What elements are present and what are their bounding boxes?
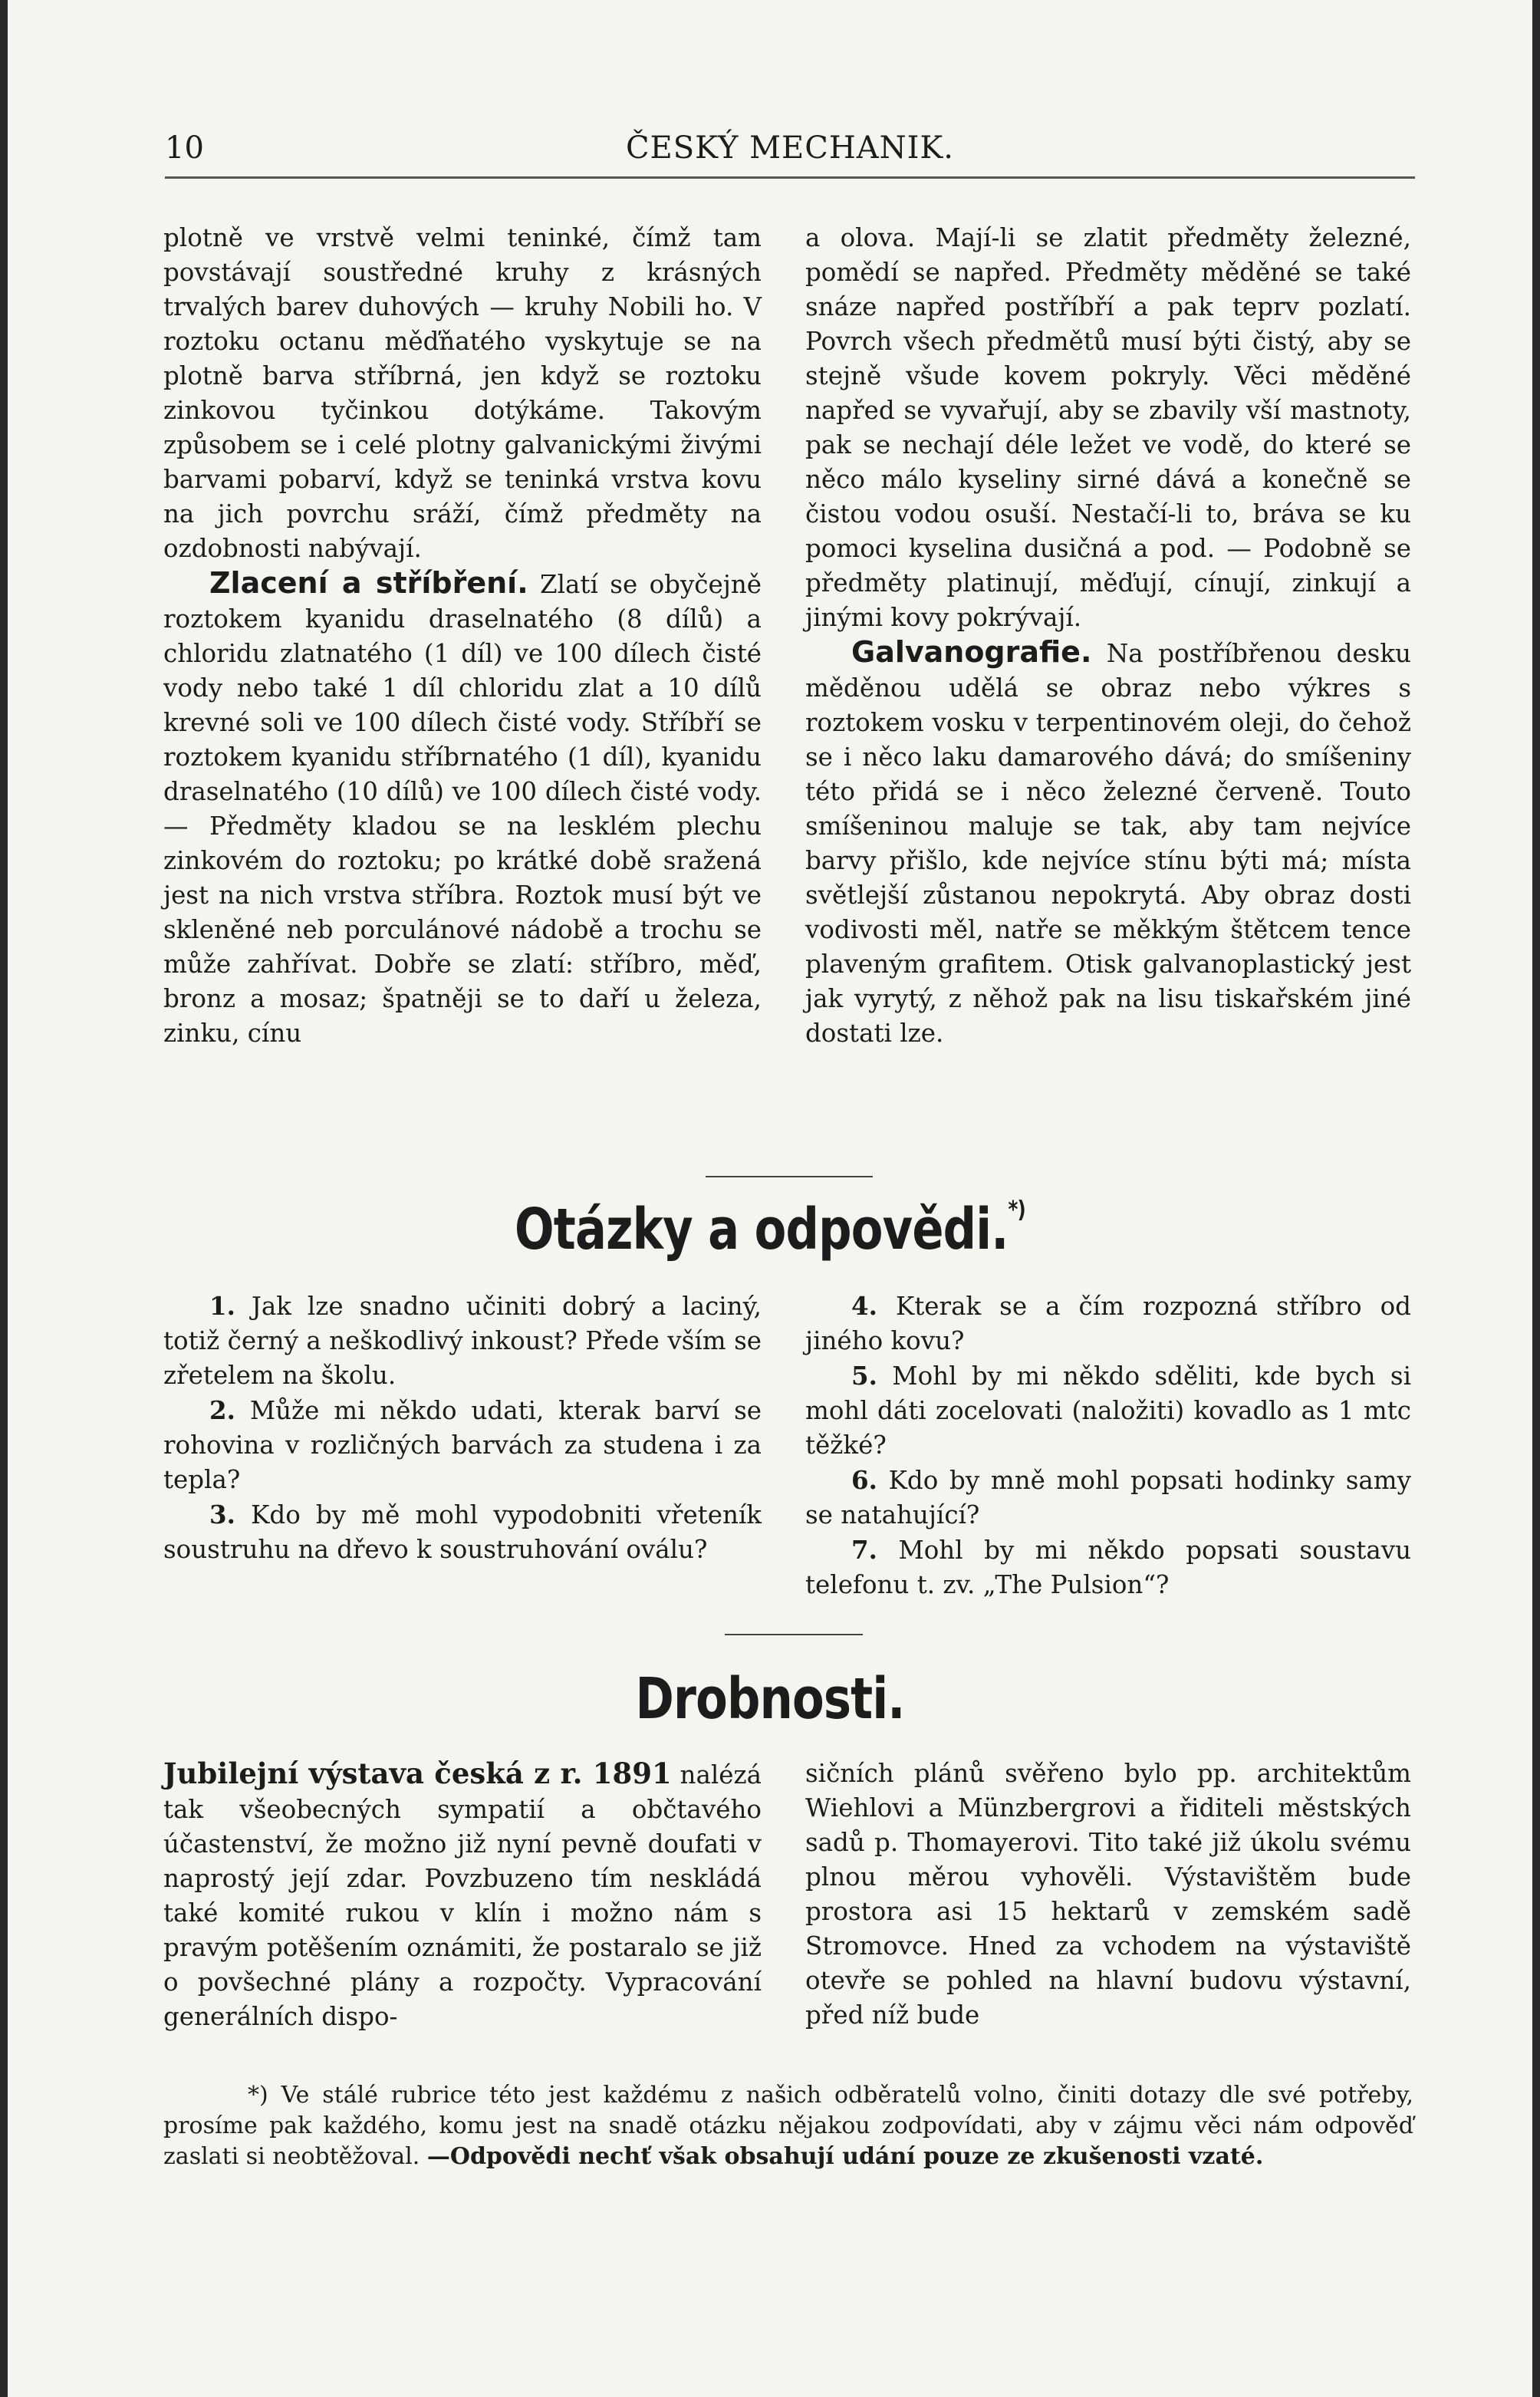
heading-drobnosti: Drobnosti. bbox=[635, 1666, 905, 1732]
paragraph: sičních plánů svěřeno bylo pp. architektům Wiehlovi a Münzbergrovi a řiditeli městských sadů p. Thomayerovi. Tito také již úkolu svému plnou měrou vyhověli. Výstavištěm bude prostora asi 15 hektarů v zemském sadě Stromovce. Hned za vchodem na výstaviště otevře se pohled na hlavní budovu výstavní, před níž bude bbox=[805, 1759, 1411, 2030]
footnote bbox=[163, 2080, 1413, 2172]
paragraph-jubilejni: Jubilejní výstava česká z r. 1891 nalézá tak všeobecných sympatií a občtavého účastenství, že možno již nyní pevně doufati v naprostý její zdar. Povzbuzeno tím neskládá také komité rukou v klín i možno nám s pravým potěšením oznámiti, že postaralo se již o povšechné plány a rozpočty. Vypracování generálních dispo- bbox=[163, 1757, 762, 2031]
zlaceni-text: Zlatí se obyčejně roztokem kyanidu draselnatého (8 dílů) a chloridu zlatnatého (1 díl) ve 100 dílech čisté vody nebo také 1 díl chloridu zlat a 10 dílů krevné soli ve 100 dílech čisté vody. Stříbří se roztokem kyanidu stříbrnatého (1 díl), kyanidu draselnatého (10 dílů) ve 100 dílech čisté vody. — Předměty kladou se na lesklém plechu zinkovém do roztoku; po krátké době sražená jest na nich vrstva stříbra. Roztok musí být ve skleněné neb porculánové nádobě a trochu se může zahřívat. Dobře se zlatí: stříbro, měď, bronz a mosaz; špatněji se to daří u železa, zinku, cínu bbox=[163, 570, 762, 1048]
header-rule bbox=[165, 176, 1415, 179]
drobnosti-column-right bbox=[805, 1757, 1411, 2033]
question-item: 7. Mohl by mi někdo popsati soustavu telefonu t. zv. „The Pulsion“? bbox=[805, 1535, 1411, 1599]
paragraph: a olova. Mají-li se zlatit předměty železné, pomědí se napřed. Předměty měděné se také snáze napřed postříbří a pak teprv pozlatí. Povrch všech předmětů musí býti čistý, aby se stejně všude kovem pokryly. Věci měděné napřed se vyvařují, aby se zbavily vší mastnoty, pak se nechají déle ležet ve vodě, do které se něco málo kyseliny sirné dává a konečně se čistou vodou osuší. Nestačí-li to, bráva se ku pomoci kyselina dusičná a pod. — Podobně se předměty platinují, měďují, cínují, zinkují a jinými kovy pokrývají. bbox=[805, 223, 1411, 632]
questions-column-left bbox=[163, 1289, 762, 1567]
footnote-bold-text: —Odpovědi nechť však obsahují udání pouze ze zkušenosti vzaté. bbox=[426, 2143, 1264, 2170]
section-divider bbox=[706, 1176, 873, 1177]
scan-border-right bbox=[1532, 0, 1540, 2397]
question-item: 2. Může mi někdo udati, kterak barví se rohovina v rozličných barvách za studena i za tepla? bbox=[163, 1395, 762, 1494]
running-title: ČESKÝ MECHANIK. bbox=[625, 130, 955, 166]
question-item: 1. Jak lze snadno učiniti dobrý a laciný, totiž černý a neškodlivý inkoust? Přede vším se zřetelem na školu. bbox=[163, 1291, 762, 1390]
section-heading-galvanografie: Galvanografie. bbox=[851, 635, 1092, 669]
section-divider bbox=[725, 1634, 863, 1635]
question-item: 5. Mohl by mi někdo sděliti, kde bych si mohl dáti zocelovati (naložiti) kovadlo as 1 mtc těžké? bbox=[805, 1361, 1411, 1460]
galvanografie-text: Na postříbřenou desku měděnou udělá se obraz nebo výkres s roztokem vosku v terpentinovém oleji, do čehož se i něco laku damarového dává; do smíšeniny této přidá se i něco železné červeně. Touto smíšeninou maluje se tak, aby tam nejvíce barvy přišlo, kde nejvíce stínu býti má; místa světlejší zůstanou nepokrytá. Aby obraz dosti vodivosti měl, natře se měkkým štětcem tence plaveným grafitem. Otisk galvanoplastický jest jak vyrytý, z něhož pak na lisu tiskařském jiné dostati lze. bbox=[805, 639, 1411, 1048]
article-column-right bbox=[805, 221, 1411, 1051]
scan-border-left bbox=[0, 0, 8, 2397]
paragraph-galvanografie bbox=[805, 635, 1411, 1051]
question-item: 4. Kterak se a čím rozpozná stříbro od jiného kovu? bbox=[805, 1291, 1411, 1355]
footnote-text: Ve stálé rubrice této jest každému z našich odběratelů volno, činiti dotazy dle své potřeby, prosíme pak každého, komu jest na snadě otázku nějakou zodpovídati, aby v zájmu věci nám odpověď zaslati si neobtěžoval. bbox=[163, 2082, 1413, 2170]
page-header bbox=[165, 130, 1415, 176]
question-item: 3. Kdo by mě mohl vypodobniti vřeteník soustruhu na dřevo k soustruhování oválu? bbox=[163, 1500, 762, 1564]
footnote-marker: *) bbox=[1008, 1197, 1025, 1223]
drobnosti-column-left bbox=[163, 1757, 762, 2034]
subheading-jubilejni: Jubilejní výstava česká z r. 1891 bbox=[163, 1757, 672, 1790]
page-number: 10 bbox=[165, 130, 204, 166]
question-item: 6. Kdo by mně mohl popsati hodinky samy se natahující? bbox=[805, 1465, 1411, 1529]
paragraph-zlaceni bbox=[163, 566, 762, 1051]
article-column-left bbox=[163, 221, 762, 1051]
paragraph: plotně ve vrstvě velmi teninké, čímž tam povstávají soustředné kruhy z krásných trvalých barev duhových — kruhy Nobili ho. V roztoku octanu měďňatého vyskytuje se na plotně barva stříbrná, jen když se roztoku zinkovou tyčinkou dotýkáme. Takovým způsobem se i celé plotny galvanickými živými barvami pobarví, když se teninká vrstva kovu na jich povrchu sráží, čímž předměty na ozdobnosti nabývají. bbox=[163, 223, 762, 563]
footnote-mark: *) bbox=[248, 2082, 268, 2109]
section-heading-zlaceni: Zlacení a stříbření. bbox=[209, 566, 528, 600]
questions-column-right bbox=[805, 1289, 1411, 1602]
heading-otazky: Otázky a odpovědi.*) bbox=[515, 1197, 1025, 1263]
